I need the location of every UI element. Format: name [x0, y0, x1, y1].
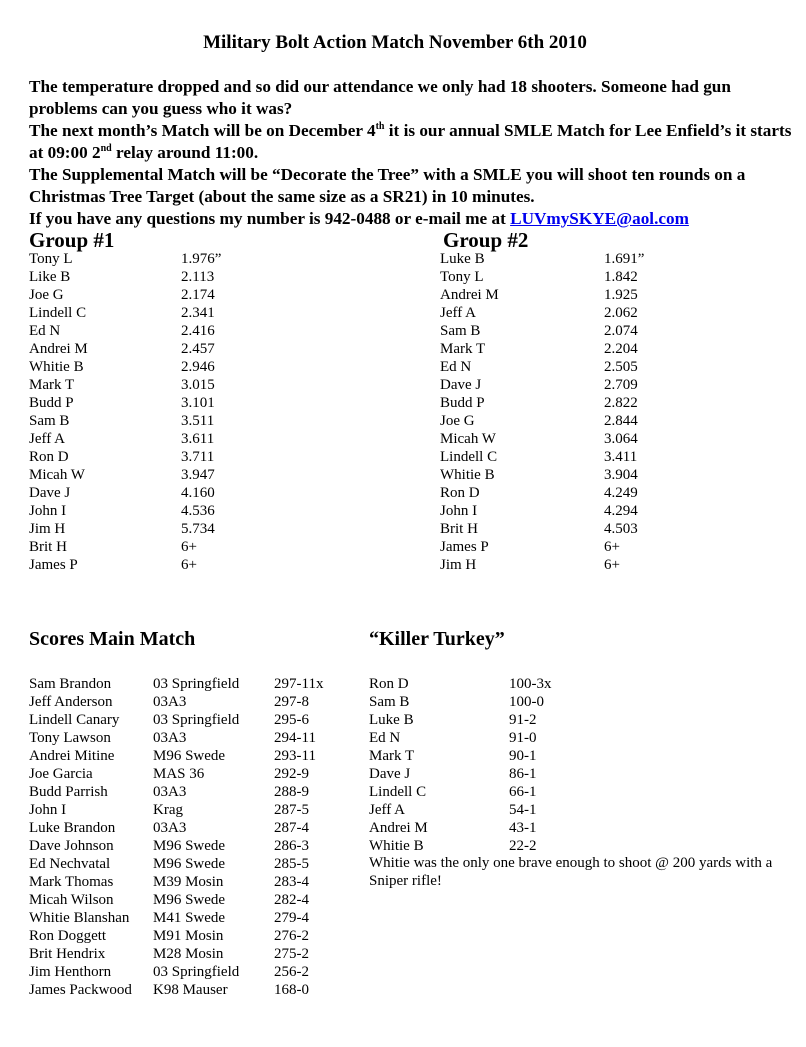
main-match-row-rifle: M41 Swede	[153, 910, 226, 926]
killer-turkey-row-score: 100-3x	[509, 676, 552, 692]
intro-contact	[29, 208, 794, 230]
group2-row-name: Sam B	[440, 323, 481, 339]
group1-row-score: 3.947	[181, 467, 215, 483]
killer-turkey-row-name: Mark T	[369, 748, 415, 764]
main-match-row-name: Ed Nechvatal	[29, 856, 111, 872]
group1-row-score: 2.946	[181, 359, 215, 375]
group2-row-name: Brit H	[440, 521, 478, 537]
killer-turkey-row-score: 91-0	[509, 730, 537, 746]
group1-row-score: 6+	[181, 539, 197, 555]
group1-row-name: Micah W	[29, 467, 85, 483]
group2-row-name: Mark T	[440, 341, 486, 357]
main-match-row-name: Micah Wilson	[29, 892, 114, 908]
main-match-row-score: 293-11	[274, 748, 316, 764]
contact-text: If you have any questions my number is 942-0488 or e-mail me at	[29, 209, 511, 228]
main-match-row-rifle: 03 Springfield	[153, 964, 240, 980]
main-match-row-rifle: K98 Mauser	[153, 982, 228, 998]
killer-turkey-row-score: 90-1	[509, 748, 537, 764]
killer-turkey-row-name: Ron D	[369, 676, 409, 692]
killer-turkey-heading: “Killer Turkey”	[369, 628, 505, 650]
group2-row-score: 1.842	[604, 269, 638, 285]
group1-row-name: John I	[29, 503, 67, 519]
group1-row-score: 4.536	[181, 503, 215, 519]
group2-row-score: 4.294	[604, 503, 638, 519]
main-match-row-name: Sam Brandon	[29, 676, 112, 692]
group2-row-name: John I	[440, 503, 478, 519]
group2-row-name: Joe G	[440, 413, 475, 429]
main-match-row-score: 297-8	[274, 694, 309, 710]
killer-turkey-row-score: 66-1	[509, 784, 537, 800]
main-match-row-score: 285-5	[274, 856, 309, 872]
group2-row-score: 2.505	[604, 359, 638, 375]
group1-row-name: Budd P	[29, 395, 74, 411]
killer-turkey-row-name: Sam B	[369, 694, 410, 710]
group2-row-score: 6+	[604, 557, 620, 573]
main-match-row-name: Mark Thomas	[29, 874, 114, 890]
group2-row-score: 1.691”	[604, 251, 645, 267]
group1-row-name: James P	[29, 557, 78, 573]
group2-row-name: Ed N	[440, 359, 472, 375]
main-match-row-score: 275-2	[274, 946, 309, 962]
group2-row-score: 1.925	[604, 287, 638, 303]
group1-row-score: 6+	[181, 557, 197, 573]
group1-heading: Group #1	[29, 228, 115, 252]
main-match-row-score: 294-11	[274, 730, 316, 746]
main-match-row-name: Budd Parrish	[29, 784, 108, 800]
main-match-row-rifle: 03 Springfield	[153, 676, 240, 692]
group1-row-name: Jeff A	[29, 431, 65, 447]
group2-row-name: Dave J	[440, 377, 482, 393]
group2-row-score: 3.904	[604, 467, 638, 483]
ordinal-nd: nd	[100, 143, 112, 154]
killer-turkey-row-score: 54-1	[509, 802, 537, 818]
group1-row-name: Sam B	[29, 413, 70, 429]
group2-row-score: 3.064	[604, 431, 638, 447]
next-match-text-a: The next month’s Match will be on December 4	[29, 121, 376, 140]
main-match-row-rifle: M96 Swede	[153, 856, 226, 872]
group1-row-name: Mark T	[29, 377, 75, 393]
killer-turkey-row-name: Dave J	[369, 766, 411, 782]
main-match-row-score: 286-3	[274, 838, 309, 854]
group2-row-score: 2.062	[604, 305, 638, 321]
main-match-row-score: 292-9	[274, 766, 309, 782]
main-match-row-name: James Packwood	[29, 982, 132, 998]
group2-heading: Group #2	[443, 228, 529, 252]
group2-row-name: Tony L	[440, 269, 484, 285]
intro-text	[29, 76, 794, 230]
group1-row-name: Jim H	[29, 521, 66, 537]
main-match-row-score: 279-4	[274, 910, 309, 926]
main-match-row-rifle: 03A3	[153, 694, 187, 710]
killer-turkey-row-name: Luke B	[369, 712, 414, 728]
group1-row-name: Ron D	[29, 449, 69, 465]
main-match-row-score: 256-2	[274, 964, 309, 980]
main-match-row-name: Dave Johnson	[29, 838, 114, 854]
main-match-row-name: Joe Garcia	[29, 766, 93, 782]
intro-supplemental: The Supplemental Match will be “Decorate the Tree” with a SMLE you will shoot ten rounds on a Christmas Tree Target (about the same size as a SR21) in 10 minutes.	[29, 165, 746, 206]
killer-turkey-row-name: Jeff A	[369, 802, 405, 818]
group1-row-score: 4.160	[181, 485, 215, 501]
killer-turkey-row-name: Lindell C	[369, 784, 427, 800]
group2-row-name: Ron D	[440, 485, 480, 501]
intro-next-match	[29, 120, 794, 164]
page-title: Military Bolt Action Match November 6th 2010	[203, 32, 587, 53]
group1-row-score: 3.611	[181, 431, 215, 447]
group1-row-score: 3.511	[181, 413, 215, 429]
main-match-row-name: Whitie Blanshan	[29, 910, 130, 926]
group1-row-score: 2.416	[181, 323, 215, 339]
killer-turkey-row-name: Andrei M	[369, 820, 428, 836]
main-match-row-name: Lindell Canary	[29, 712, 120, 728]
main-match-row-name: Brit Hendrix	[29, 946, 106, 962]
group2-row-name: Budd P	[440, 395, 485, 411]
main-match-row-rifle: M28 Mosin	[153, 946, 224, 962]
killer-turkey-row-score: 22-2	[509, 838, 537, 854]
main-match-row-rifle: M91 Mosin	[153, 928, 224, 944]
next-match-text-c: relay around 11:00.	[111, 143, 259, 162]
group2-row-score: 2.844	[604, 413, 638, 429]
group1-row-name: Joe G	[29, 287, 64, 303]
group1-row-name: Brit H	[29, 539, 67, 555]
group1-row-score: 5.734	[181, 521, 215, 537]
main-match-row-rifle: M39 Mosin	[153, 874, 224, 890]
group2-row-score: 2.074	[604, 323, 638, 339]
group2-row-score: 3.411	[604, 449, 638, 465]
main-match-row-name: Tony Lawson	[29, 730, 111, 746]
main-match-row-score: 282-4	[274, 892, 309, 908]
main-match-row-name: John I	[29, 802, 67, 818]
main-match-row-score: 287-4	[274, 820, 309, 836]
main-match-row-name: Jeff Anderson	[29, 694, 113, 710]
main-match-row-rifle: 03 Springfield	[153, 712, 240, 728]
group2-row-score: 4.503	[604, 521, 638, 537]
main-match-row-rifle: M96 Swede	[153, 892, 226, 908]
main-match-row-name: Luke Brandon	[29, 820, 116, 836]
main-match-row-rifle: M96 Swede	[153, 838, 226, 854]
group1-row-name: Lindell C	[29, 305, 87, 321]
group1-row-name: Tony L	[29, 251, 73, 267]
group1-row-name: Whitie B	[29, 359, 84, 375]
group1-row-score: 2.457	[181, 341, 215, 357]
group1-row-score: 3.711	[181, 449, 215, 465]
group2-row-score: 2.822	[604, 395, 638, 411]
group1-row-name: Ed N	[29, 323, 61, 339]
main-match-row-score: 276-2	[274, 928, 309, 944]
group2-row-name: Andrei M	[440, 287, 499, 303]
main-match-heading: Scores Main Match	[29, 628, 196, 650]
group2-row-name: Lindell C	[440, 449, 498, 465]
group2-row-name: Whitie B	[440, 467, 495, 483]
killer-turkey-row-name: Whitie B	[369, 838, 424, 854]
killer-turkey-row-name: Ed N	[369, 730, 401, 746]
group2-row-score: 4.249	[604, 485, 638, 501]
main-match-row-score: 283-4	[274, 874, 309, 890]
group2-row-name: Jim H	[440, 557, 477, 573]
group2-row-name: Jeff A	[440, 305, 476, 321]
group1-row-score: 1.976”	[181, 251, 222, 267]
main-match-row-rifle: M96 Swede	[153, 748, 226, 764]
killer-turkey-row-score: 100-0	[509, 694, 544, 710]
group2-row-name: James P	[440, 539, 489, 555]
group1-row-score: 2.341	[181, 305, 215, 321]
next-match-text-b: it is our annual SMLE Match for Lee Enfield’s it starts at 09:00 2	[29, 121, 792, 162]
group2-row-name: Luke B	[440, 251, 485, 267]
main-match-row-name: Andrei Mitine	[29, 748, 115, 764]
group2-row-score: 2.709	[604, 377, 638, 393]
group2-row-score: 6+	[604, 539, 620, 555]
main-match-row-rifle: 03A3	[153, 820, 187, 836]
main-match-row-rifle: 03A3	[153, 784, 187, 800]
killer-turkey-row-score: 86-1	[509, 766, 537, 782]
main-match-row-score: 297-11x	[274, 676, 324, 692]
main-match-row-score: 295-6	[274, 712, 309, 728]
main-match-row-rifle: Krag	[153, 802, 183, 818]
main-match-row-score: 168-0	[274, 982, 309, 998]
main-match-row-score: 287-5	[274, 802, 309, 818]
group2-row-name: Micah W	[440, 431, 496, 447]
group1-row-name: Dave J	[29, 485, 71, 501]
email-link[interactable]: LUVmySKYE@aol.com	[510, 209, 689, 228]
main-match-row-rifle: MAS 36	[153, 766, 205, 782]
main-match-row-name: Jim Henthorn	[29, 964, 112, 980]
ordinal-th: th	[375, 121, 385, 132]
intro-attendance: The temperature dropped and so did our attendance we only had 18 shooters. Someone had gun problems can you guess who it was?	[29, 77, 731, 118]
main-match-row-rifle: 03A3	[153, 730, 187, 746]
group1-row-name: Andrei M	[29, 341, 88, 357]
killer-turkey-note: Whitie was the only one brave enough to shoot @ 200 yards with a Sniper rifle!	[369, 855, 773, 889]
killer-turkey-row-score: 91-2	[509, 712, 537, 728]
group1-row-name: Like B	[29, 269, 71, 285]
main-match-row-score: 288-9	[274, 784, 309, 800]
killer-turkey-row-score: 43-1	[509, 820, 537, 836]
main-match-row-name: Ron Doggett	[29, 928, 107, 944]
group1-row-score: 3.015	[181, 377, 215, 393]
group1-row-score: 2.113	[181, 269, 215, 285]
group1-row-score: 2.174	[181, 287, 215, 303]
group1-row-score: 3.101	[181, 395, 215, 411]
group2-row-score: 2.204	[604, 341, 638, 357]
